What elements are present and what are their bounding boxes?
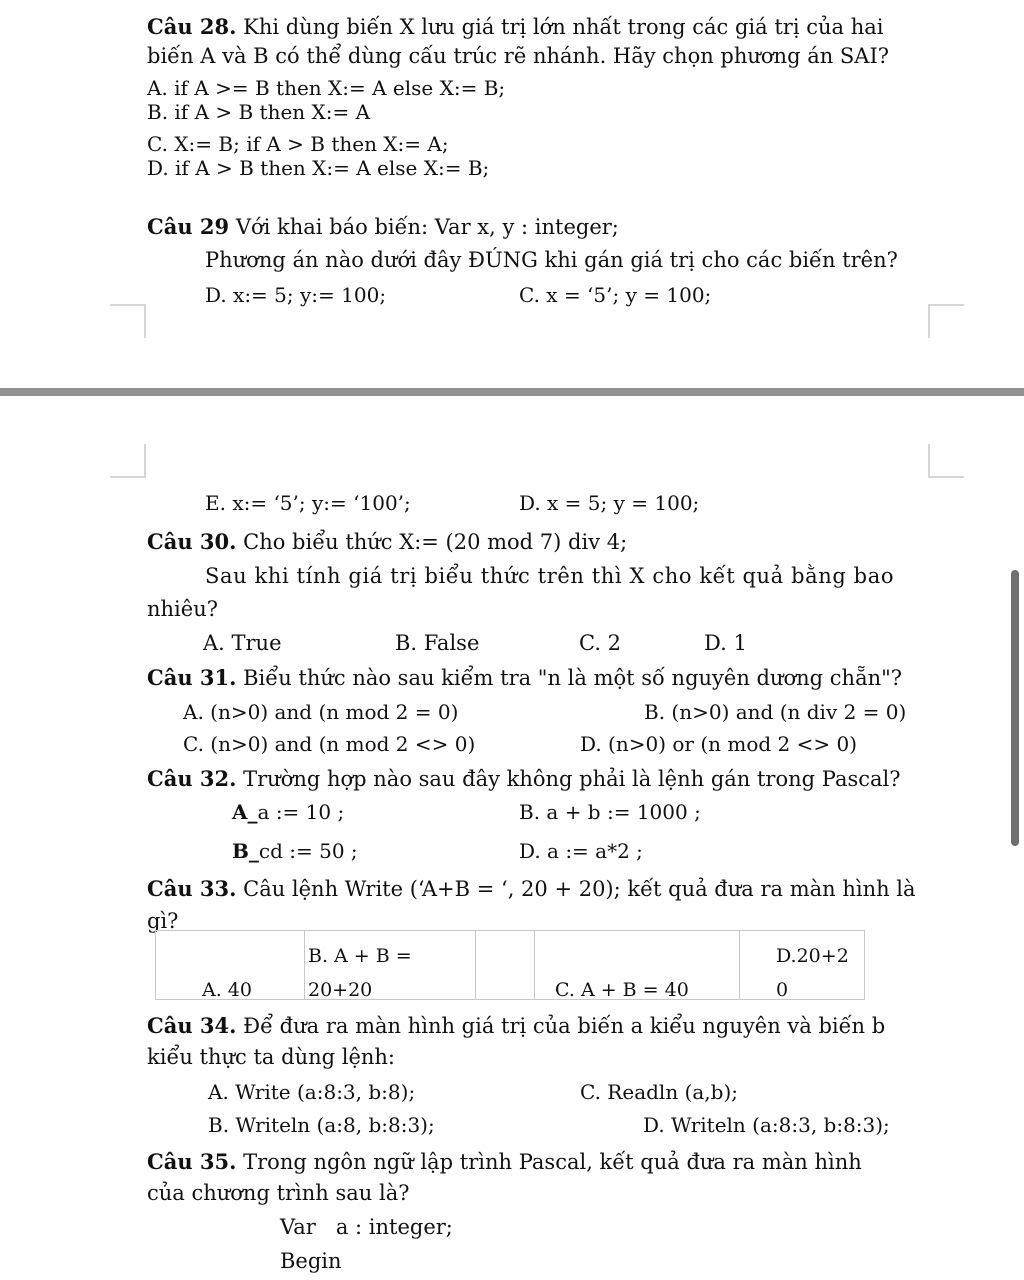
q32-option-c-text: cd := 50 ; — [258, 839, 358, 863]
q34-title: Câu 34. — [147, 1013, 237, 1038]
q35-title: Câu 35. — [147, 1149, 237, 1174]
q31-text: Biểu thức nào sau kiểm tra "n là một số nguyên dương chẵn"? — [243, 666, 903, 690]
q33-cell-b — [305, 931, 476, 1000]
q33-table-row — [156, 931, 865, 1000]
page-separator — [0, 388, 1024, 396]
q33-text2: gì? — [147, 909, 179, 933]
q30-text3: nhiêu? — [147, 597, 218, 621]
q30-title: Câu 30. — [147, 529, 237, 554]
q33-cell-empty — [476, 931, 535, 1000]
q32-option-a-label: A_ — [232, 800, 258, 824]
vertical-scrollbar[interactable] — [1011, 570, 1019, 846]
q28-title: Câu 28. — [147, 14, 237, 39]
cut-off-text-sliver — [200, 0, 960, 5]
q29-title: Câu 29 — [147, 214, 230, 239]
q34-option-c: C. Readln (a,b); — [580, 1080, 738, 1104]
q32-option-b: B. a + b := 1000 ; — [519, 800, 701, 824]
q30-text2: Sau khi tính giá trị biểu thức trên thì X cho kết quả bằng bao — [205, 564, 895, 588]
q33-cell-c — [535, 931, 740, 1000]
q34-option-a: A. Write (a:8:3, b:8); — [208, 1080, 416, 1104]
q31-option-a: A. (n>0) and (n mod 2 = 0) — [183, 700, 459, 724]
q33-option-b-line1: B. A + B = — [308, 945, 412, 967]
q31-option-d: D. (n>0) or (n mod 2 <> 0) — [580, 732, 858, 756]
q33-option-b-line2: 20+20 — [308, 979, 373, 1001]
q29-option-3: E. x:= ‘5’; y:= ‘100’; — [205, 491, 411, 515]
q29-text1: Với khai báo biến: Var x, y : integer; — [235, 215, 619, 239]
q30-option-b: B. False — [395, 631, 480, 655]
q30-option-a: A. True — [203, 631, 282, 655]
q35-text2: của chương trình sau là? — [147, 1181, 410, 1205]
q28-option-a: A. if A >= B then X:= A else X:= B; — [147, 76, 506, 100]
q29-option-4: D. x = 5; y = 100; — [519, 491, 700, 515]
q28-line1 — [147, 16, 883, 38]
q32-option-c-label: B_ — [232, 839, 259, 863]
q30-text1: Cho biểu thức X:= (20 mod 7) div 4; — [243, 530, 628, 554]
page-corner-mark-bottom-right — [928, 304, 964, 338]
page-corner-mark-top-right — [928, 444, 964, 478]
q33-cell-d — [740, 931, 865, 1000]
q33-line1 — [147, 878, 916, 900]
q32-line1 — [147, 768, 901, 790]
q32-option-c — [232, 841, 358, 861]
q30-option-c: C. 2 — [579, 631, 622, 655]
q33-option-c: C. A + B = 40 — [555, 979, 689, 1001]
q34-text2: kiểu thực ta dùng lệnh: — [147, 1045, 396, 1069]
q29-line1 — [147, 216, 619, 238]
q30-option-d: D. 1 — [704, 631, 747, 655]
q28-text1: Khi dùng biến X lưu giá trị lớn nhất trong các giá trị của hai — [243, 15, 884, 39]
q35-code-line2: Begin — [280, 1249, 342, 1273]
q35-code-line1: Var a : integer; — [280, 1215, 453, 1239]
q32-text: Trường hợp nào sau đây không phải là lệnh gán trong Pascal? — [243, 767, 901, 791]
q33-option-d-line2: 0 — [776, 979, 789, 1001]
q29-text2: Phương án nào dưới đây ĐÚNG khi gán giá trị cho các biến trên? — [205, 248, 898, 272]
q29-option-2: C. x = ‘5’; y = 100; — [519, 283, 712, 307]
q34-line1 — [147, 1015, 885, 1037]
q32-option-d: D. a := a*2 ; — [519, 839, 643, 863]
q32-title: Câu 32. — [147, 766, 237, 791]
page-corner-mark-bottom-left — [110, 304, 146, 338]
q33-text1: Câu lệnh Write (‘A+B = ‘, 20 + 20); kết quả đưa ra màn hình là — [243, 877, 916, 901]
q33-answer-table — [155, 930, 865, 1000]
page-corner-mark-top-left — [110, 444, 146, 478]
q33-title: Câu 33. — [147, 876, 237, 901]
q33-cell-a — [156, 931, 305, 1000]
q31-title: Câu 31. — [147, 665, 237, 690]
q28-option-c: C. X:= B; if A > B then X:= A; — [147, 132, 449, 156]
q28-option-d: D. if A > B then X:= A else X:= B; — [147, 156, 490, 180]
q35-text1: Trong ngôn ngữ lập trình Pascal, kết quả đưa ra màn hình — [243, 1150, 862, 1174]
q35-line1 — [147, 1151, 862, 1173]
q32-option-a-text: a := 10 ; — [257, 800, 345, 824]
q34-option-d: D. Writeln (a:8:3, b:8:3); — [643, 1113, 890, 1137]
q32-option-a — [232, 802, 344, 822]
q30-line1 — [147, 531, 627, 553]
q31-line1 — [147, 667, 902, 689]
q28-option-b: B. if A > B then X:= A — [147, 100, 371, 124]
q34-option-b: B. Writeln (a:8, b:8:3); — [208, 1113, 435, 1137]
q28-text2: biến A và B có thể dùng cấu trúc rẽ nhánh. Hãy chọn phương án SAI? — [147, 44, 890, 68]
q31-option-b: B. (n>0) and (n div 2 = 0) — [644, 700, 907, 724]
q34-text1: Để đưa ra màn hình giá trị của biến a kiểu nguyên và biến b — [243, 1014, 886, 1038]
q29-option-1: D. x:= 5; y:= 100; — [205, 283, 387, 307]
q33-option-d-line1: D.20+2 — [776, 945, 849, 967]
q31-option-c: C. (n>0) and (n mod 2 <> 0) — [183, 732, 476, 756]
q33-option-a: A. 40 — [202, 979, 252, 1001]
